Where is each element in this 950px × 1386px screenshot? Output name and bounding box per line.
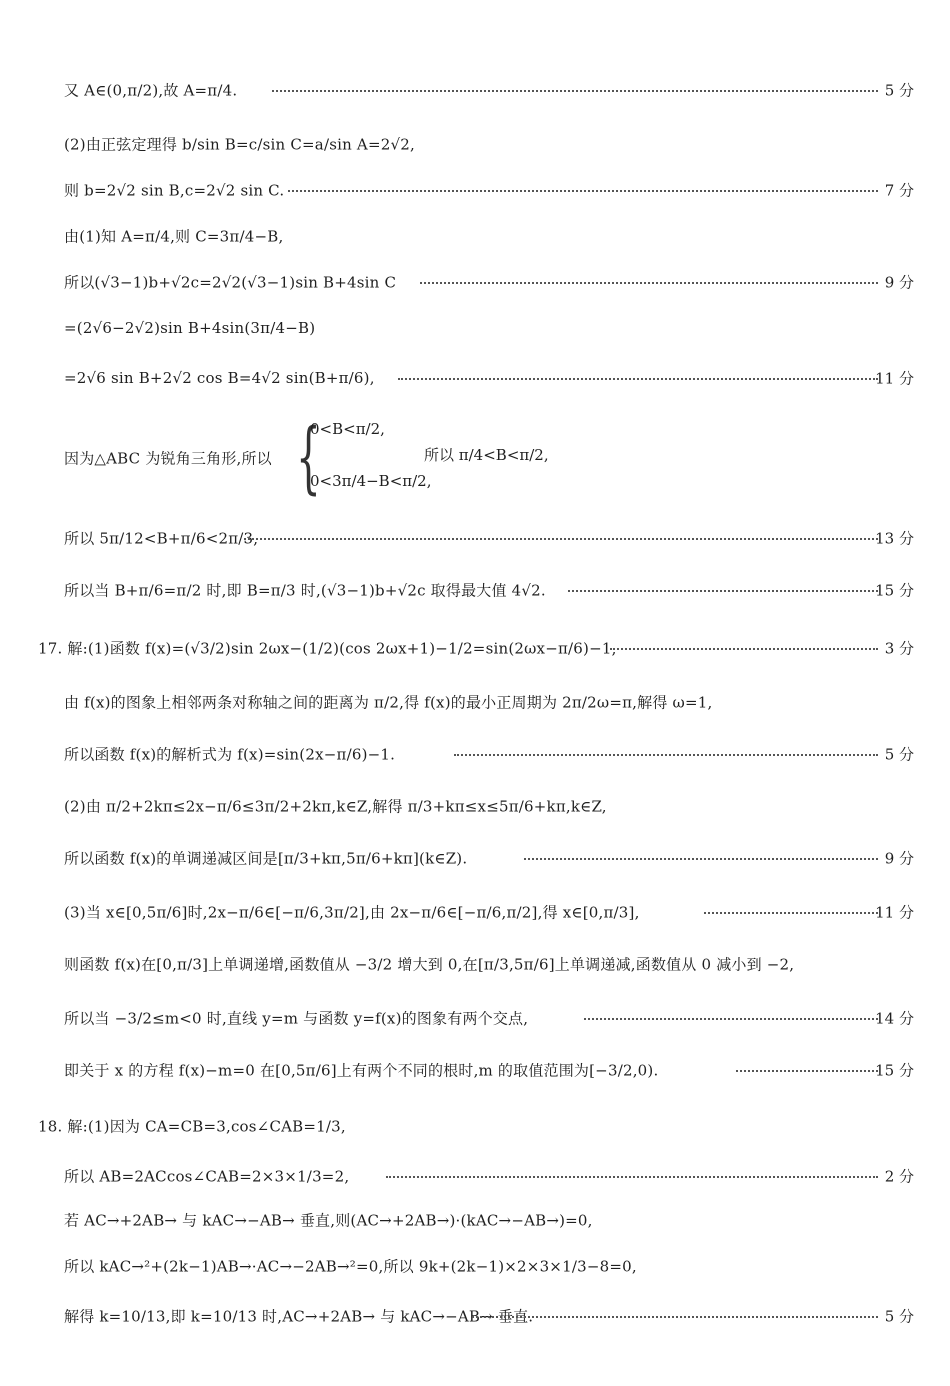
case-row-2: 0<3π/4−B<π/2, [310, 472, 432, 490]
leader-dots [736, 1070, 878, 1072]
leader-dots [272, 90, 878, 92]
solution-text: 又 A∈(0,π/2),故 A=π/4. [64, 81, 238, 100]
case-system [296, 412, 432, 504]
solution-text: 所以函数 f(x)的解析式为 f(x)=sin(2x−π/6)−1. [64, 745, 396, 764]
solution-line-7 [0, 358, 950, 398]
leader-dots [454, 754, 878, 756]
solution-line-5 [0, 262, 950, 302]
solution-text: 因为△ABC 为锐角三角形,所以 [64, 449, 272, 468]
brace-symbol: { [296, 413, 321, 503]
solution-text: 所以 5π/12<B+π/6<2π/3, [64, 529, 259, 548]
solution-line-18 [0, 998, 950, 1038]
solution-line-17 [0, 944, 950, 984]
solution-text: 由 f(x)的图象上相邻两条对称轴之间的距离为 π/2,得 f(x)的最小正周期为 2π/2ω=π,解得 ω=1, [64, 693, 713, 712]
solution-line-23 [0, 1246, 950, 1286]
score-points: 15 分 [875, 581, 914, 600]
solution-line-2 [0, 124, 950, 164]
leader-dots [398, 378, 878, 380]
leader-dots [704, 912, 878, 914]
solution-line-10 [0, 570, 950, 610]
leader-dots [610, 648, 878, 650]
score-points: 2 分 [884, 1167, 914, 1186]
leader-dots [244, 538, 878, 540]
score-points: 5 分 [884, 81, 914, 100]
solution-text: 所以当 −3/2≤m<0 时,直线 y=m 与函数 y=f(x)的图象有两个交点, [64, 1009, 529, 1028]
leader-dots [386, 1176, 878, 1178]
score-points: 3 分 [884, 639, 914, 658]
solution-line-4 [0, 216, 950, 256]
solution-text: =2√6 sin B+2√2 cos B=4√2 sin(B+π/6), [64, 369, 375, 387]
solution-text: 所以当 B+π/6=π/2 时,即 B=π/3 时,(√3−1)b+√2c 取得最大值 4√2. [64, 581, 546, 600]
solution-line-22 [0, 1200, 950, 1240]
solution-line-14 [0, 786, 950, 826]
solution-line-15 [0, 838, 950, 878]
leader-dots [524, 858, 878, 860]
score-points: 11 分 [875, 369, 914, 388]
case-row-1: 0<B<π/2, [310, 420, 385, 438]
score-points: 7 分 [884, 181, 914, 200]
solution-text: 若 AC→+2AB→ 与 kAC→−AB→ 垂直,则(AC→+2AB→)·(kAC→−AB→)=0, [64, 1211, 593, 1230]
leader-dots [420, 282, 878, 284]
solution-line-12 [0, 682, 950, 722]
solution-line-20 [0, 1106, 950, 1146]
solution-line-13 [0, 734, 950, 774]
solution-line-21 [0, 1156, 950, 1196]
solution-text: 所以 AB=2ACcos∠CAB=2×3×1/3=2, [64, 1167, 350, 1186]
solution-line-19 [0, 1050, 950, 1090]
solution-text: 所以(√3−1)b+√2c=2√2(√3−1)sin B+4sin C [64, 273, 397, 292]
solution-text: (2)由 π/2+2kπ≤2x−π/6≤3π/2+2kπ,k∈Z,解得 π/3+kπ≤x≤5π/6+kπ,k∈Z, [64, 797, 607, 816]
solution-text: 则 b=2√2 sin B,c=2√2 sin C. [64, 181, 285, 200]
leader-dots [584, 1018, 878, 1020]
score-points: 5 分 [884, 1307, 914, 1326]
solution-line-11 [0, 628, 950, 668]
score-points: 9 分 [884, 273, 914, 292]
solution-line-1 [0, 70, 950, 110]
score-points: 14 分 [875, 1009, 914, 1028]
solution-line-6 [0, 308, 950, 348]
leader-dots [472, 1316, 878, 1318]
solution-line-24 [0, 1296, 950, 1336]
solution-text: 即关于 x 的方程 f(x)−m=0 在[0,5π/6]上有两个不同的根时,m 的取值范围为[−3/2,0). [64, 1061, 659, 1080]
leader-dots [288, 190, 878, 192]
leader-dots [568, 590, 878, 592]
solution-line-3 [0, 170, 950, 210]
solution-line-16 [0, 892, 950, 932]
solution-text: 17. 解:(1)函数 f(x)=(√3/2)sin 2ωx−(1/2)(cos 2ωx+1)−1/2=sin(2ωx−π/6)−1, [38, 639, 617, 658]
solution-text: 所以 kAC→²+(2k−1)AB→·AC→−2AB→²=0,所以 9k+(2k−1)×2×3×1/3−8=0, [64, 1257, 637, 1276]
solution-text: =(2√6−2√2)sin B+4sin(3π/4−B) [64, 319, 316, 337]
solution-text: 解得 k=10/13,即 k=10/13 时,AC→+2AB→ 与 kAC→−AB→ 垂直. [64, 1307, 534, 1326]
solution-text: 所以函数 f(x)的单调递减区间是[π/3+kπ,5π/6+kπ](k∈Z). [64, 849, 468, 868]
score-points: 11 分 [875, 903, 914, 922]
solution-text: (3)当 x∈[0,5π/6]时,2x−π/6∈[−π/6,3π/2],由 2x−π/6∈[−π/6,π/2],得 x∈[0,π/3], [64, 903, 640, 922]
score-points: 9 分 [884, 849, 914, 868]
solution-text: 则函数 f(x)在[0,π/3]上单调递增,函数值从 −3/2 增大到 0,在[π/3,5π/6]上单调递减,函数值从 0 减小到 −2, [64, 955, 795, 974]
score-points: 5 分 [884, 745, 914, 764]
solution-line-9 [0, 518, 950, 558]
solution-text: 由(1)知 A=π/4,则 C=3π/4−B, [64, 227, 284, 246]
solution-text: 18. 解:(1)因为 CA=CB=3,cos∠CAB=1/3, [38, 1117, 346, 1136]
score-points: 15 分 [875, 1061, 914, 1080]
solution-text: (2)由正弦定理得 b/sin B=c/sin C=a/sin A=2√2, [64, 135, 415, 154]
score-points: 13 分 [875, 529, 914, 548]
case-conclusion: 所以 π/4<B<π/2, [424, 446, 549, 464]
